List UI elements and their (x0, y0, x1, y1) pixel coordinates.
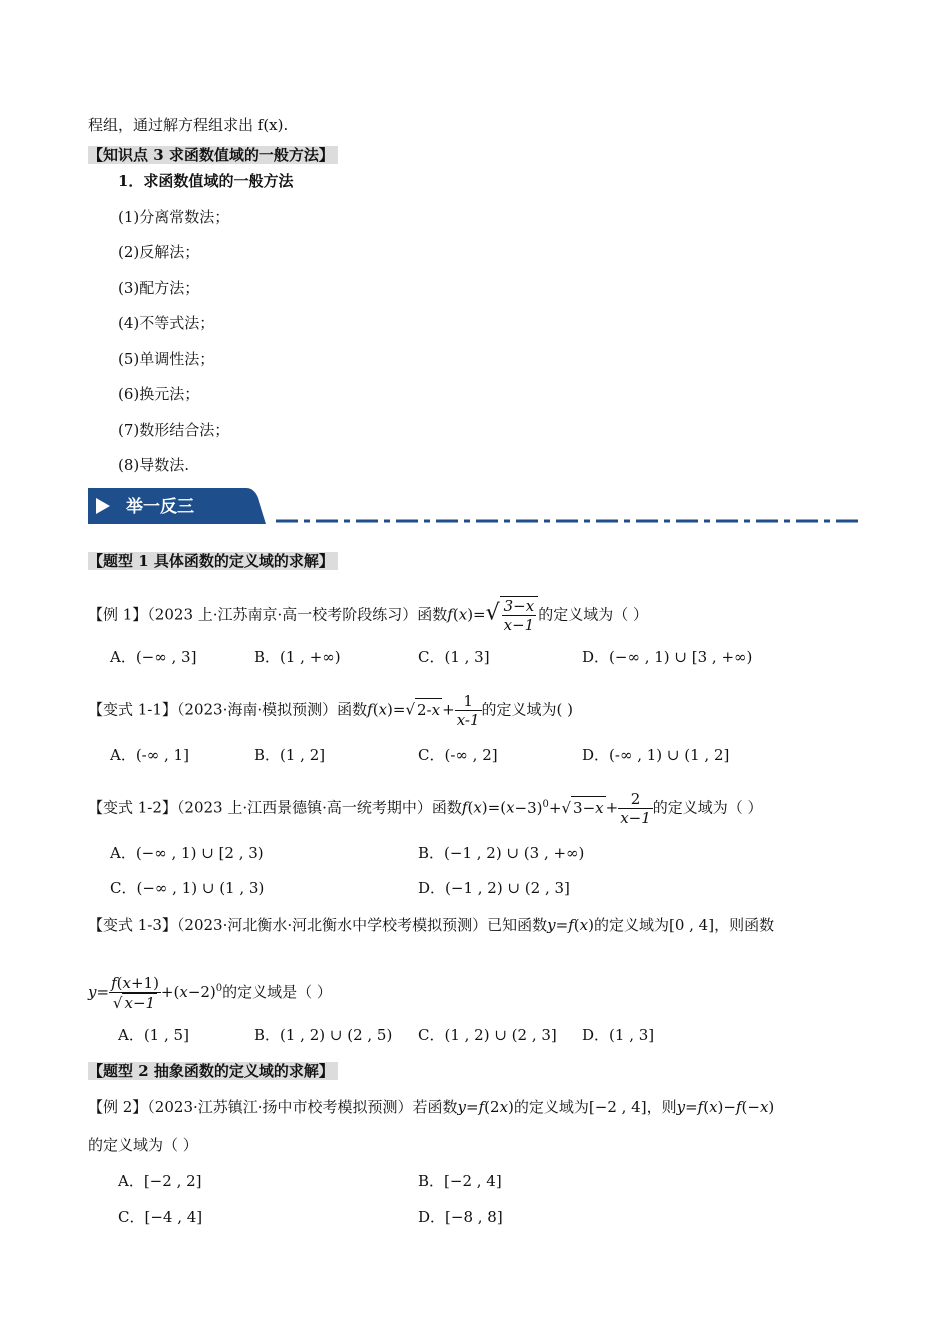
v12-option-b[interactable]: B．(−1 , 2) ∪ (3 , +∞) (418, 844, 585, 862)
type-2-title (88, 1060, 338, 1082)
v13-option-c[interactable]: C．(1 , 2) ∪ (2 , 3] (418, 1026, 557, 1044)
example-2-middle: 的定义域为 (513, 1098, 589, 1116)
example-2-suffix: ，则 (646, 1098, 677, 1116)
kp3-method-2: (2)反解法； (118, 243, 200, 261)
v12-option-c[interactable]: C．(−∞ , 1) ∪ (1 , 3) (110, 879, 265, 897)
v11-option-c[interactable]: C．(-∞ , 2] (418, 746, 498, 764)
variant-1-3-suffix: ，则函数 (714, 916, 775, 934)
variant-1-1-suffix: 的定义域为( ) (481, 700, 573, 719)
example-1: 【例 1】（2023 上·江苏南京·高一校考阶段练习）函数f(x)=√ $\frac{3-x}{x-1}$ 的定义域为（ ） (88, 597, 648, 634)
ex1-option-a[interactable]: A．(−∞ , 3] (110, 648, 197, 666)
kp3-method-3: (3)配方法； (118, 279, 200, 297)
kp3-method-1: (1)分离常数法； (118, 208, 230, 226)
banner-dash-line (276, 519, 860, 523)
section-banner (88, 488, 266, 524)
ex1-option-d[interactable]: D．(−∞ , 1) ∪ [3 , +∞) (582, 648, 753, 666)
variant-1-2-prefix: 【变式 1-2】（2023 上·江西景德镇·高一统考期中）函数 (88, 798, 462, 817)
banner-label: 举一反三 (126, 497, 194, 517)
v13-option-a[interactable]: A．(1 , 5] (118, 1026, 189, 1044)
ex2-option-c[interactable]: C．[−4 , 4] (118, 1208, 203, 1226)
kp3-method-6: (6)换元法； (118, 385, 200, 403)
variant-1-3: 【变式 1-3】（2023·河北衡水·河北衡水中学校考模拟预测）已知函数y=f(x)的定义域为[0 , 4]，则函数 (88, 916, 775, 934)
v13-option-b[interactable]: B．(1 , 2) ∪ (2 , 5) (254, 1026, 393, 1044)
variant-1-1-prefix: 【变式 1-1】（2023·海南·模拟预测）函数 (88, 700, 368, 719)
variant-1-2: 【变式 1-2】（2023 上·江西景德镇·高一统考期中）函数$f(x)=(x-3)^0+√$ 3−x + $\frac{2}{x-1}$ 的定义域为（ ） (88, 790, 763, 827)
type-1-title (88, 550, 338, 572)
v12-option-a[interactable]: A．(−∞ , 1) ∪ [2 , 3) (110, 844, 264, 862)
kp3-method-5: (5)单调性法； (118, 350, 215, 368)
ex2-option-a[interactable]: A．[−2 , 2] (118, 1172, 202, 1190)
example-2: 【例 2】（2023·江苏镇江·扬中市校考模拟预测）若函数y=f(2x)的定义域为[−2 , 4]，则y=f(x)−f(−x) (88, 1098, 775, 1116)
knowledge-point-3-title (88, 144, 338, 166)
example-1-suffix: 的定义域为（ ） (538, 605, 648, 624)
variant-1-1: 【变式 1-1】（2023·海南·模拟预测）函数f(x)=√ 2-x + $\frac{1}{x-1}$ 的定义域为( ) (88, 692, 573, 729)
type-2-label: 【题型 2 抽象函数的定义域的求解】 (88, 1062, 338, 1080)
variant-1-2-suffix: 的定义域为（ ） (652, 798, 763, 817)
variant-1-3-line2: y= $\frac{f(x+1)}{√ x-1}$ $+(x-2)^0$的定义域是（ ） (88, 974, 332, 1012)
ex1-option-b[interactable]: B．(1 , +∞) (254, 648, 341, 666)
kp3-method-7: (7)数形结合法； (118, 421, 230, 439)
example-2-prefix: 【例 2】（2023·江苏镇江·扬中市校考模拟预测）若函数 (88, 1098, 458, 1116)
ex2-option-d[interactable]: D．[−8 , 8] (418, 1208, 503, 1226)
kp3-method-8: (8)导数法. (118, 456, 190, 474)
type-1-label: 【题型 1 具体函数的定义域的求解】 (88, 552, 338, 570)
example-1-prefix: 【例 1】（2023 上·江苏南京·高一校考阶段练习）函数 (88, 605, 448, 624)
v12-option-d[interactable]: D．(−1 , 2) ∪ (2 , 3] (418, 879, 570, 897)
kp3-method-4: (4)不等式法； (118, 314, 215, 332)
kp3-heading: 1．求函数值域的一般方法 (118, 172, 294, 190)
ex2-option-b[interactable]: B．[−2 , 4] (418, 1172, 502, 1190)
v11-option-b[interactable]: B．(1 , 2] (254, 746, 326, 764)
variant-1-3-middle: 的定义域为 (593, 916, 669, 934)
v11-option-a[interactable]: A．(-∞ , 1] (110, 746, 189, 764)
variant-1-3-line2-suffix: 的定义域是（ ） (222, 983, 332, 1001)
v11-option-d[interactable]: D．(-∞ , 1) ∪ (1 , 2] (582, 746, 730, 764)
intro-tail: 程组，通过解方程组求出 f(x). (88, 116, 289, 134)
ex1-option-c[interactable]: C．(1 , 3] (418, 648, 490, 666)
v13-option-d[interactable]: D．(1 , 3] (582, 1026, 655, 1044)
variant-1-3-prefix: 【变式 1-3】（2023·河北衡水·河北衡水中学校考模拟预测）已知函数 (88, 916, 548, 934)
example-2-line2: 的定义域为（ ） (88, 1136, 198, 1154)
knowledge-point-3-label: 【知识点 3 求函数值域的一般方法】 (88, 146, 338, 164)
